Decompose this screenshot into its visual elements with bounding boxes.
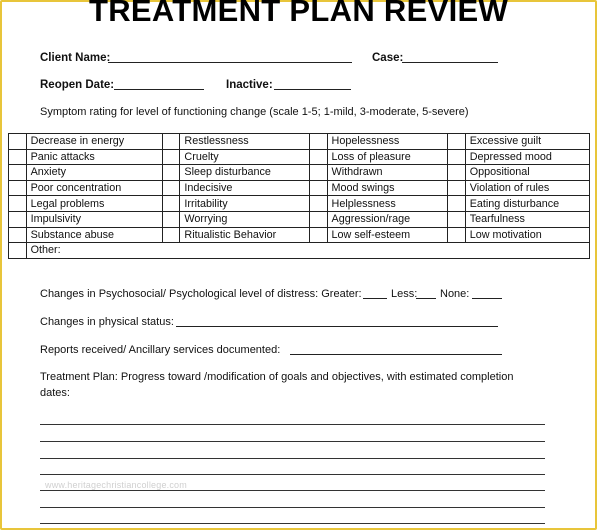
symptom-rating-cell[interactable] [162,211,180,227]
distress-less-field[interactable] [416,289,436,299]
symptom-row [9,165,590,181]
treatment-plan-line[interactable] [40,458,545,459]
treatment-plan-label: Treatment Plan: Progress toward /modification of goals and objectives, with estimated completion [40,371,514,383]
reopen-date-label: Reopen Date: [40,79,115,91]
distress-greater-field[interactable] [363,289,387,299]
reports-label: Reports received/ Ancillary services documented: [40,344,281,356]
client-name-label: Client Name: [40,52,111,64]
symptom-rating-cell[interactable] [448,227,466,243]
symptom-rating-cell[interactable] [448,196,466,212]
treatment-plan-label-cont: dates: [40,387,70,399]
watermark: www.heritagechristiancollege.com [45,480,187,490]
other-label: Other: [26,243,589,259]
symptom-row [9,149,590,165]
symptom-rating-cell[interactable] [162,227,180,243]
inactive-label: Inactive: [226,79,273,91]
page-title: TREATMENT PLAN REVIEW [88,0,509,28]
symptom-table [8,133,590,259]
symptom-row [9,180,590,196]
case-label: Case: [372,52,404,64]
symptom-rating-cell[interactable] [309,196,327,212]
symptom-row [9,196,590,212]
distress-none-field[interactable] [472,289,502,299]
symptom-label: Ritualistic Behavior [180,227,310,243]
symptom-rating-cell[interactable] [162,149,180,165]
symptom-rating-cell[interactable] [309,149,327,165]
symptom-rating-cell[interactable] [9,180,27,196]
symptom-label: Panic attacks [26,149,162,165]
symptom-instructions: Symptom rating for level of functioning change (scale 1-5; 1-mild, 3-moderate, 5-severe) [40,106,469,118]
symptom-rating-cell[interactable] [9,196,27,212]
symptom-rating-cell[interactable] [9,149,27,165]
symptom-row [9,227,590,243]
symptom-label: Anxiety [26,165,162,181]
symptom-rating-cell[interactable] [162,165,180,181]
symptom-label: Helplessness [327,196,448,212]
symptom-rating-cell[interactable] [309,165,327,181]
physical-status-label: Changes in physical status: [40,316,174,328]
client-name-field[interactable] [108,53,352,63]
symptom-label: Withdrawn [327,165,448,181]
symptom-rating-cell[interactable] [9,134,27,150]
symptom-label: Violation of rules [465,180,589,196]
symptom-label: Tearfulness [465,211,589,227]
symptom-label: Hopelessness [327,134,448,150]
symptom-rating-cell[interactable] [162,196,180,212]
physical-status-field[interactable] [176,317,498,327]
symptom-rating-cell[interactable] [9,243,27,259]
symptom-label: Sleep disturbance [180,165,310,181]
treatment-plan-line[interactable] [40,523,545,524]
treatment-plan-line[interactable] [40,507,545,508]
distress-less-label: Less: [391,288,418,300]
symptom-label: Irritability [180,196,310,212]
symptom-rating-cell[interactable] [448,165,466,181]
symptom-label: Eating disturbance [465,196,589,212]
distress-label: Changes in Psychosocial/ Psychological level of distress: Greater: [40,288,362,300]
treatment-plan-line[interactable] [40,474,545,475]
symptom-label: Legal problems [26,196,162,212]
symptom-rating-cell[interactable] [448,134,466,150]
symptom-label: Aggression/rage [327,211,448,227]
symptom-label: Loss of pleasure [327,149,448,165]
symptom-row [9,134,590,150]
symptom-rating-cell[interactable] [9,165,27,181]
symptom-label: Excessive guilt [465,134,589,150]
symptom-label: Restlessness [180,134,310,150]
symptom-row-other [9,243,590,259]
symptom-row [9,211,590,227]
distress-none-label: None: [440,288,470,300]
symptom-label: Low motivation [465,227,589,243]
reports-field[interactable] [290,345,502,355]
symptom-rating-cell[interactable] [162,180,180,196]
symptom-rating-cell[interactable] [448,211,466,227]
symptom-rating-cell[interactable] [309,211,327,227]
symptom-label: Impulsivity [26,211,162,227]
symptom-label: Low self-esteem [327,227,448,243]
symptom-rating-cell[interactable] [309,134,327,150]
symptom-label: Mood swings [327,180,448,196]
symptom-rating-cell[interactable] [448,149,466,165]
symptom-label: Poor concentration [26,180,162,196]
symptom-label: Indecisive [180,180,310,196]
symptom-label: Cruelty [180,149,310,165]
symptom-label: Depressed mood [465,149,589,165]
symptom-rating-cell[interactable] [9,211,27,227]
reopen-date-field[interactable] [114,80,204,90]
symptom-rating-cell[interactable] [309,180,327,196]
treatment-plan-line[interactable] [40,441,545,442]
symptom-label: Oppositional [465,165,589,181]
symptom-label: Worrying [180,211,310,227]
inactive-field[interactable] [274,80,351,90]
symptom-rating-cell[interactable] [309,227,327,243]
symptom-label: Substance abuse [26,227,162,243]
symptom-rating-cell[interactable] [448,180,466,196]
symptom-rating-cell[interactable] [162,134,180,150]
case-field[interactable] [402,53,498,63]
treatment-plan-line[interactable] [40,424,545,425]
treatment-plan-line[interactable] [40,490,545,491]
symptom-label: Decrease in energy [26,134,162,150]
symptom-rating-cell[interactable] [9,227,27,243]
